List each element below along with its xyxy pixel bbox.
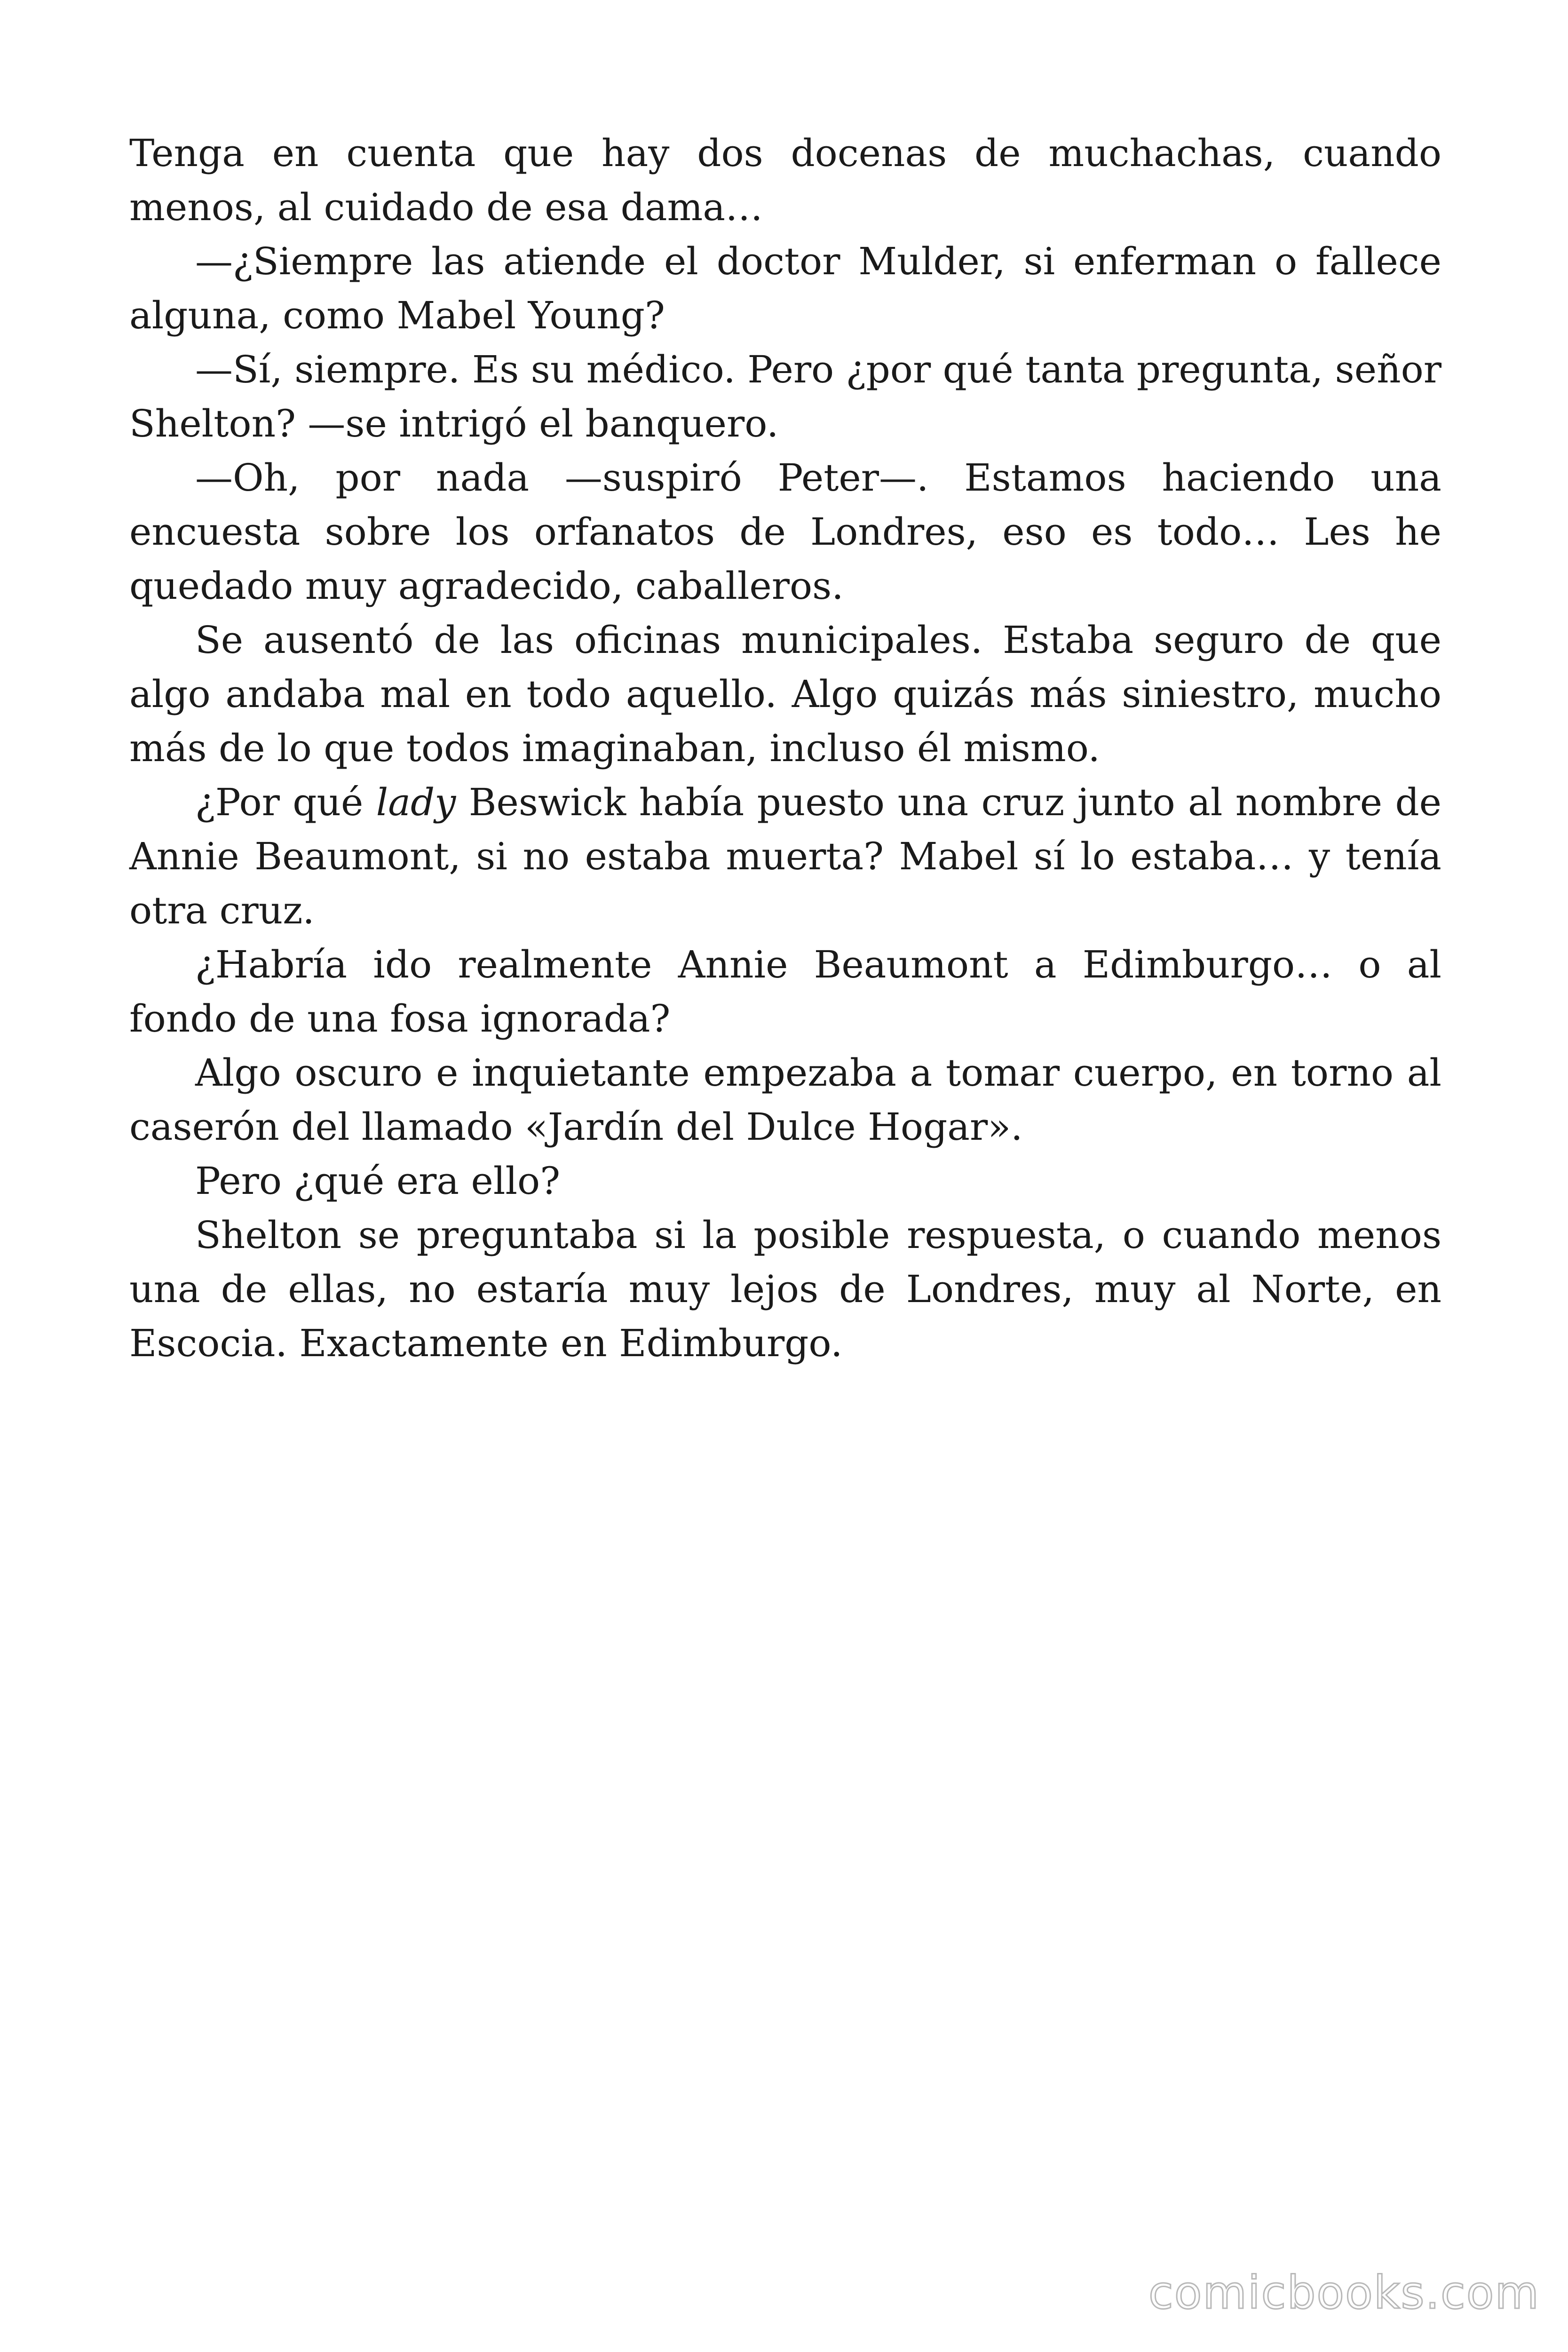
paragraph-2: —¿Siempre las atiende el doctor Mulder, si enferman o fallece alguna, como Mabel Young?	[129, 239, 1441, 337]
paragraph-8: Algo oscuro e inquietante empezaba a tomar cuerpo, en torno al caserón del llamado «Jardín del Dulce Hogar».	[129, 1051, 1441, 1149]
paragraph-6-start: ¿Por qué	[195, 780, 376, 824]
paragraph-6-end: Beswick había puesto una cruz junto al nombre de Annie Beaumont, si no estaba muerta? Mabel sí lo estaba… y tenía otra cruz.	[129, 780, 1442, 932]
paragraph-10: Shelton se preguntaba si la posible respuesta, o cuando menos una de ellas, no estaría muy lejos de Londres, muy al Norte, en Escocia. Exactamente en Edimburgo.	[129, 1213, 1441, 1365]
paragraph-1: Tenga en cuenta que hay dos docenas de muchachas, cuando menos, al cuidado de esa dama…	[129, 131, 1441, 229]
paragraph-6	[129, 775, 1441, 938]
paragraph-7: ¿Habría ido realmente Annie Beaumont a Edimburgo… o al fondo de una fosa ignorada?	[129, 943, 1441, 1041]
paragraph-9: Pero ¿qué era ello?	[195, 1159, 561, 1203]
italic-word: lady	[376, 780, 456, 824]
paragraph-3: —Sí, siempre. Es su médico. Pero ¿por qué tanta pregunta, señor Shelton? —se intrigó el banquero.	[129, 348, 1441, 445]
body-text	[129, 126, 1441, 1370]
paragraph-4: —Oh, por nada —suspiró Peter—. Estamos haciendo una encuesta sobre los orfanatos de Londres, eso es todo… Les he quedado muy agradecido, caballeros.	[129, 456, 1441, 608]
watermark-logo: comicbooks.com	[1148, 2266, 1540, 2319]
paragraph-5: Se ausentó de las oficinas municipales. Estaba seguro de que algo andaba mal en todo aquello. Algo quizás más siniestro, mucho más de lo que todos imaginaban, incluso él mismo.	[129, 618, 1441, 770]
